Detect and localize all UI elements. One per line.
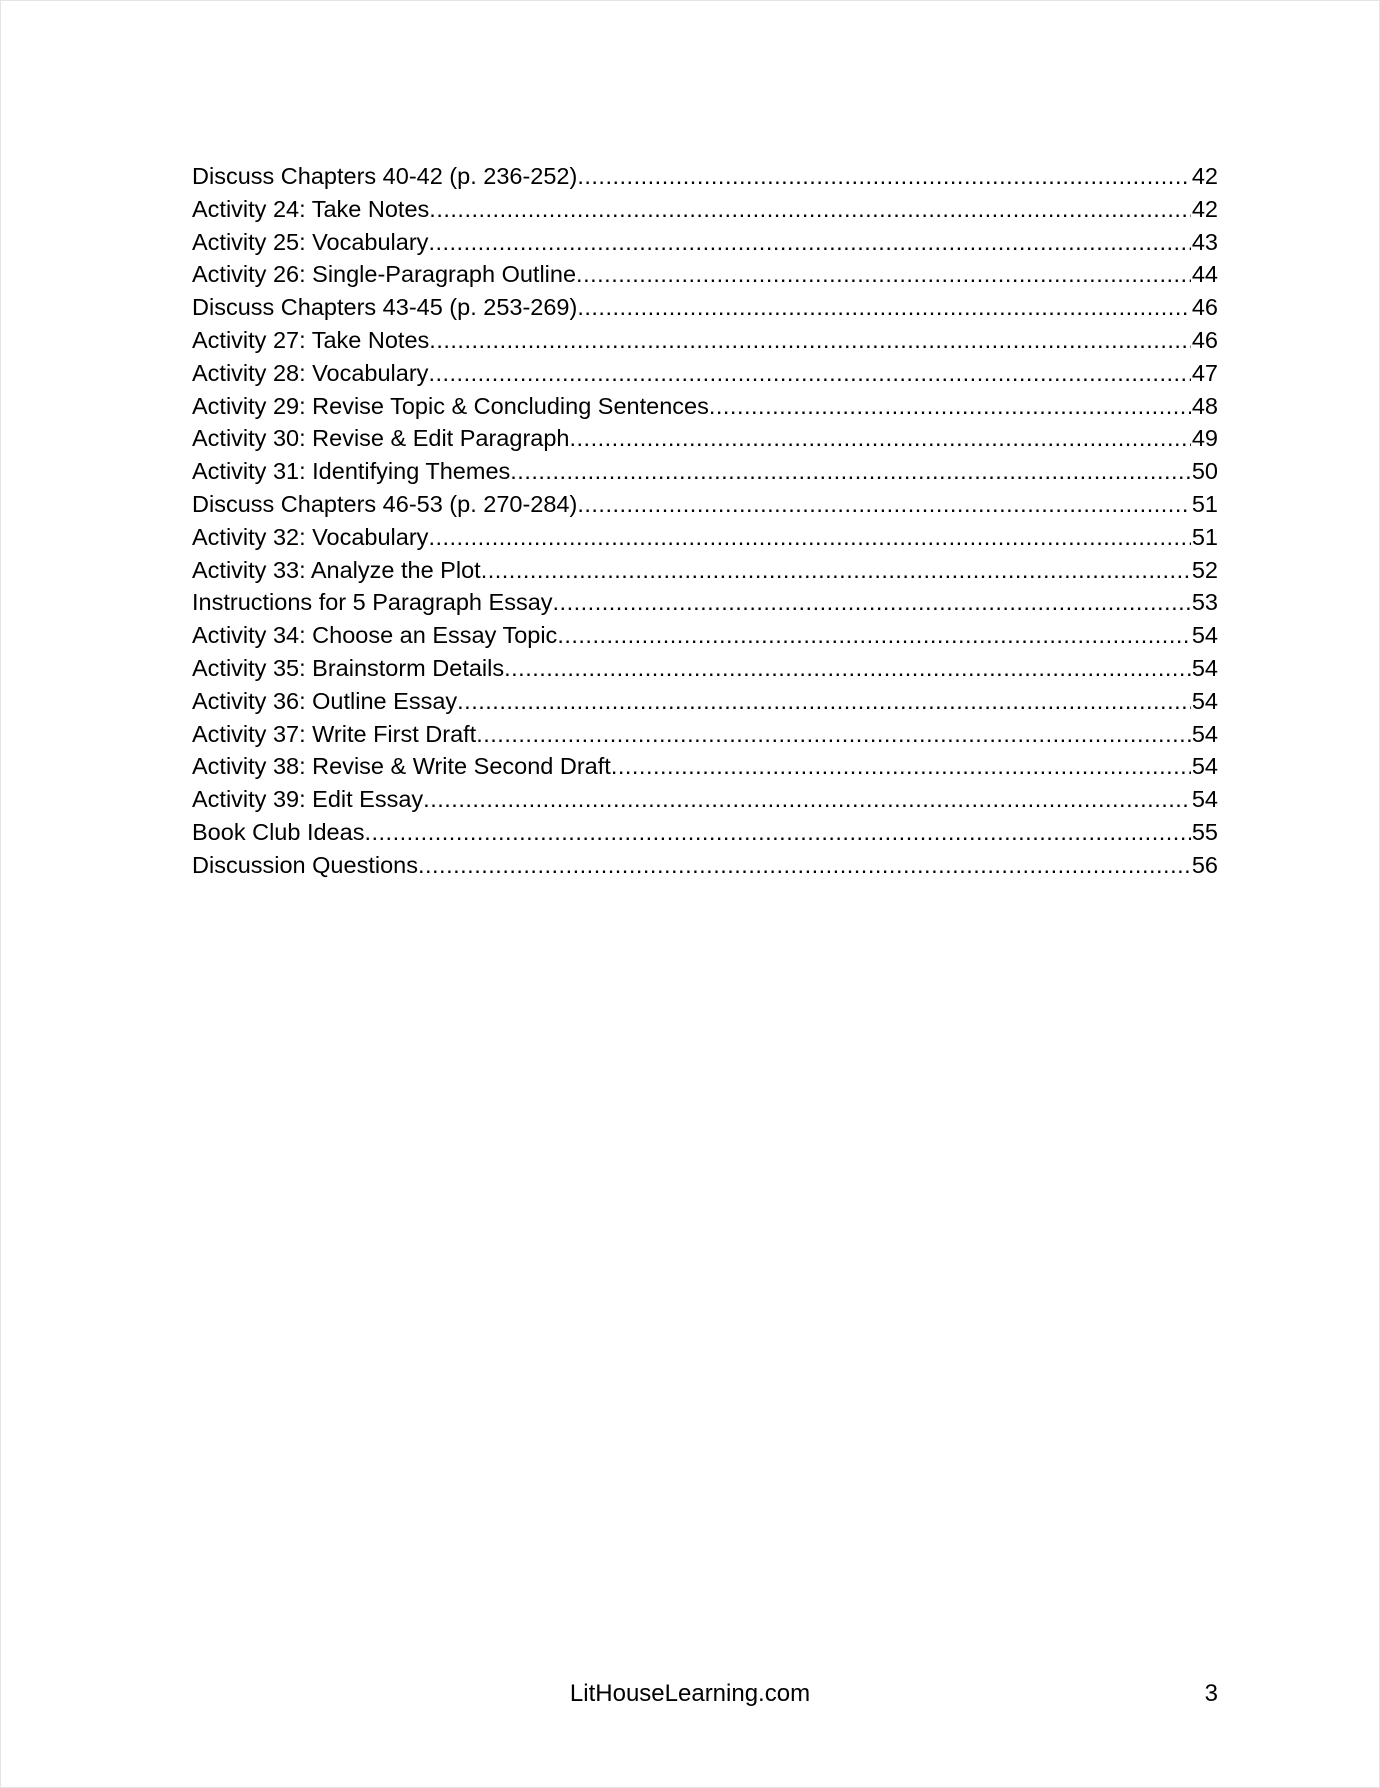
toc-entry xyxy=(192,652,1218,685)
toc-dot-leader xyxy=(577,488,1191,521)
toc-entry-title: Activity 32: Vocabulary xyxy=(192,523,429,550)
toc-entry-page: 43 xyxy=(1191,228,1218,255)
toc-entry-page: 54 xyxy=(1191,687,1218,714)
toc-entry xyxy=(192,422,1218,455)
toc-entry-page: 54 xyxy=(1191,654,1218,681)
toc-entry-title: Discuss Chapters 40-42 (p. 236-252) xyxy=(192,163,578,189)
toc-dot-leader xyxy=(576,258,1191,291)
toc-dot-leader xyxy=(557,619,1191,652)
toc-entry xyxy=(192,718,1218,751)
toc-dot-leader xyxy=(504,652,1191,685)
toc-entry-page: 54 xyxy=(1191,786,1218,813)
toc-dot-leader xyxy=(709,390,1191,423)
toc-entry-title: Activity 34: Choose an Essay Topic xyxy=(192,622,558,649)
toc-entry-title: Activity 27: Take Notes xyxy=(192,326,430,353)
toc-dot-leader xyxy=(364,816,1190,849)
toc-entry-title: Activity 33: Analyze the Plot xyxy=(192,556,481,583)
toc-entry xyxy=(192,685,1218,718)
toc-entry-title: Activity 25: Vocabulary xyxy=(192,228,429,255)
toc-dot-leader xyxy=(418,849,1191,882)
toc-entry-title: Activity 30: Revise & Edit Paragraph xyxy=(192,425,570,452)
toc-entry xyxy=(192,849,1218,882)
toc-entry-page: 51 xyxy=(1191,490,1218,517)
toc-dot-leader xyxy=(457,685,1191,718)
toc-entry-page: 44 xyxy=(1191,261,1218,288)
toc-entry xyxy=(192,554,1218,587)
toc-entry xyxy=(192,324,1218,357)
toc-dot-leader xyxy=(481,554,1191,587)
toc-entry xyxy=(192,455,1218,488)
toc-entry xyxy=(192,226,1218,259)
toc-entry-page: 54 xyxy=(1191,622,1218,649)
toc-entry-title: Book Club Ideas xyxy=(192,818,365,845)
footer-site: LitHouseLearning.com xyxy=(569,1680,811,1707)
table-of-contents xyxy=(192,160,1218,882)
toc-dot-leader xyxy=(429,193,1191,226)
toc-entry-page: 56 xyxy=(1191,851,1218,878)
toc-entry xyxy=(192,521,1218,554)
toc-entry-page: 46 xyxy=(1191,326,1218,353)
toc-entry-title: Activity 29: Revise Topic & Concluding Sentences xyxy=(192,392,709,419)
toc-entry-title: Activity 35: Brainstorm Details xyxy=(192,654,505,681)
toc-entry-title: Activity 38: Revise & Write Second Draft xyxy=(192,753,611,780)
toc-entry xyxy=(192,160,1218,193)
toc-entry-page: 48 xyxy=(1191,392,1218,419)
toc-dot-leader xyxy=(428,521,1190,554)
toc-dot-leader xyxy=(428,357,1190,390)
toc-entry-page: 52 xyxy=(1191,556,1218,583)
toc-entry-title: Activity 26: Single-Paragraph Outline xyxy=(192,261,577,288)
toc-entry-title: Activity 24: Take Notes xyxy=(192,195,430,222)
toc-entry-title: Discuss Chapters 43-45 (p. 253-269) xyxy=(192,294,578,321)
toc-entry-title: Discussion Questions xyxy=(192,851,418,878)
toc-entry xyxy=(192,488,1218,521)
toc-entry-page: 55 xyxy=(1191,818,1218,845)
toc-entry-page: 46 xyxy=(1191,294,1218,321)
toc-dot-leader xyxy=(569,422,1190,455)
footer-page-number: 3 xyxy=(1204,1680,1218,1707)
toc-entry-page: 54 xyxy=(1191,720,1218,747)
toc-entry xyxy=(192,816,1218,849)
toc-dot-leader xyxy=(577,291,1191,324)
toc-entry xyxy=(192,258,1218,291)
toc-entry xyxy=(192,390,1218,423)
toc-entry xyxy=(192,291,1218,324)
toc-entry-page: 50 xyxy=(1191,458,1218,485)
toc-dot-leader xyxy=(577,160,1191,193)
toc-entry-title: Activity 28: Vocabulary xyxy=(192,359,429,386)
toc-entry-title: Activity 37: Write First Draft xyxy=(192,720,477,747)
toc-entry-page: 53 xyxy=(1191,589,1218,616)
toc-entry-title: Instructions for 5 Paragraph Essay xyxy=(192,589,553,616)
toc-dot-leader xyxy=(611,750,1191,783)
toc-entry xyxy=(192,750,1218,783)
toc-dot-leader xyxy=(476,718,1191,751)
toc-entry-title: Discuss Chapters 46-53 (p. 270-284) xyxy=(192,490,578,517)
toc-entry xyxy=(192,783,1218,816)
toc-entry-title: Activity 31: Identifying Themes xyxy=(192,458,511,485)
toc-entry xyxy=(192,586,1218,619)
toc-dot-leader xyxy=(423,783,1191,816)
toc-entry-page: 51 xyxy=(1191,523,1218,550)
toc-entry-title: Activity 36: Outline Essay xyxy=(192,687,458,714)
toc-dot-leader xyxy=(428,226,1190,259)
toc-entry-page: 49 xyxy=(1191,425,1218,452)
toc-entry-page: 42 xyxy=(1191,195,1218,222)
toc-dot-leader xyxy=(510,455,1191,488)
toc-entry-page: 47 xyxy=(1191,359,1218,386)
toc-entry xyxy=(192,193,1218,226)
toc-entry xyxy=(192,619,1218,652)
toc-entry xyxy=(192,357,1218,390)
toc-entry-title: Activity 39: Edit Essay xyxy=(192,786,424,813)
toc-dot-leader xyxy=(429,324,1191,357)
toc-dot-leader xyxy=(553,586,1191,619)
toc-entry-page: 42 xyxy=(1191,163,1218,189)
toc-entry-page: 54 xyxy=(1191,753,1218,780)
